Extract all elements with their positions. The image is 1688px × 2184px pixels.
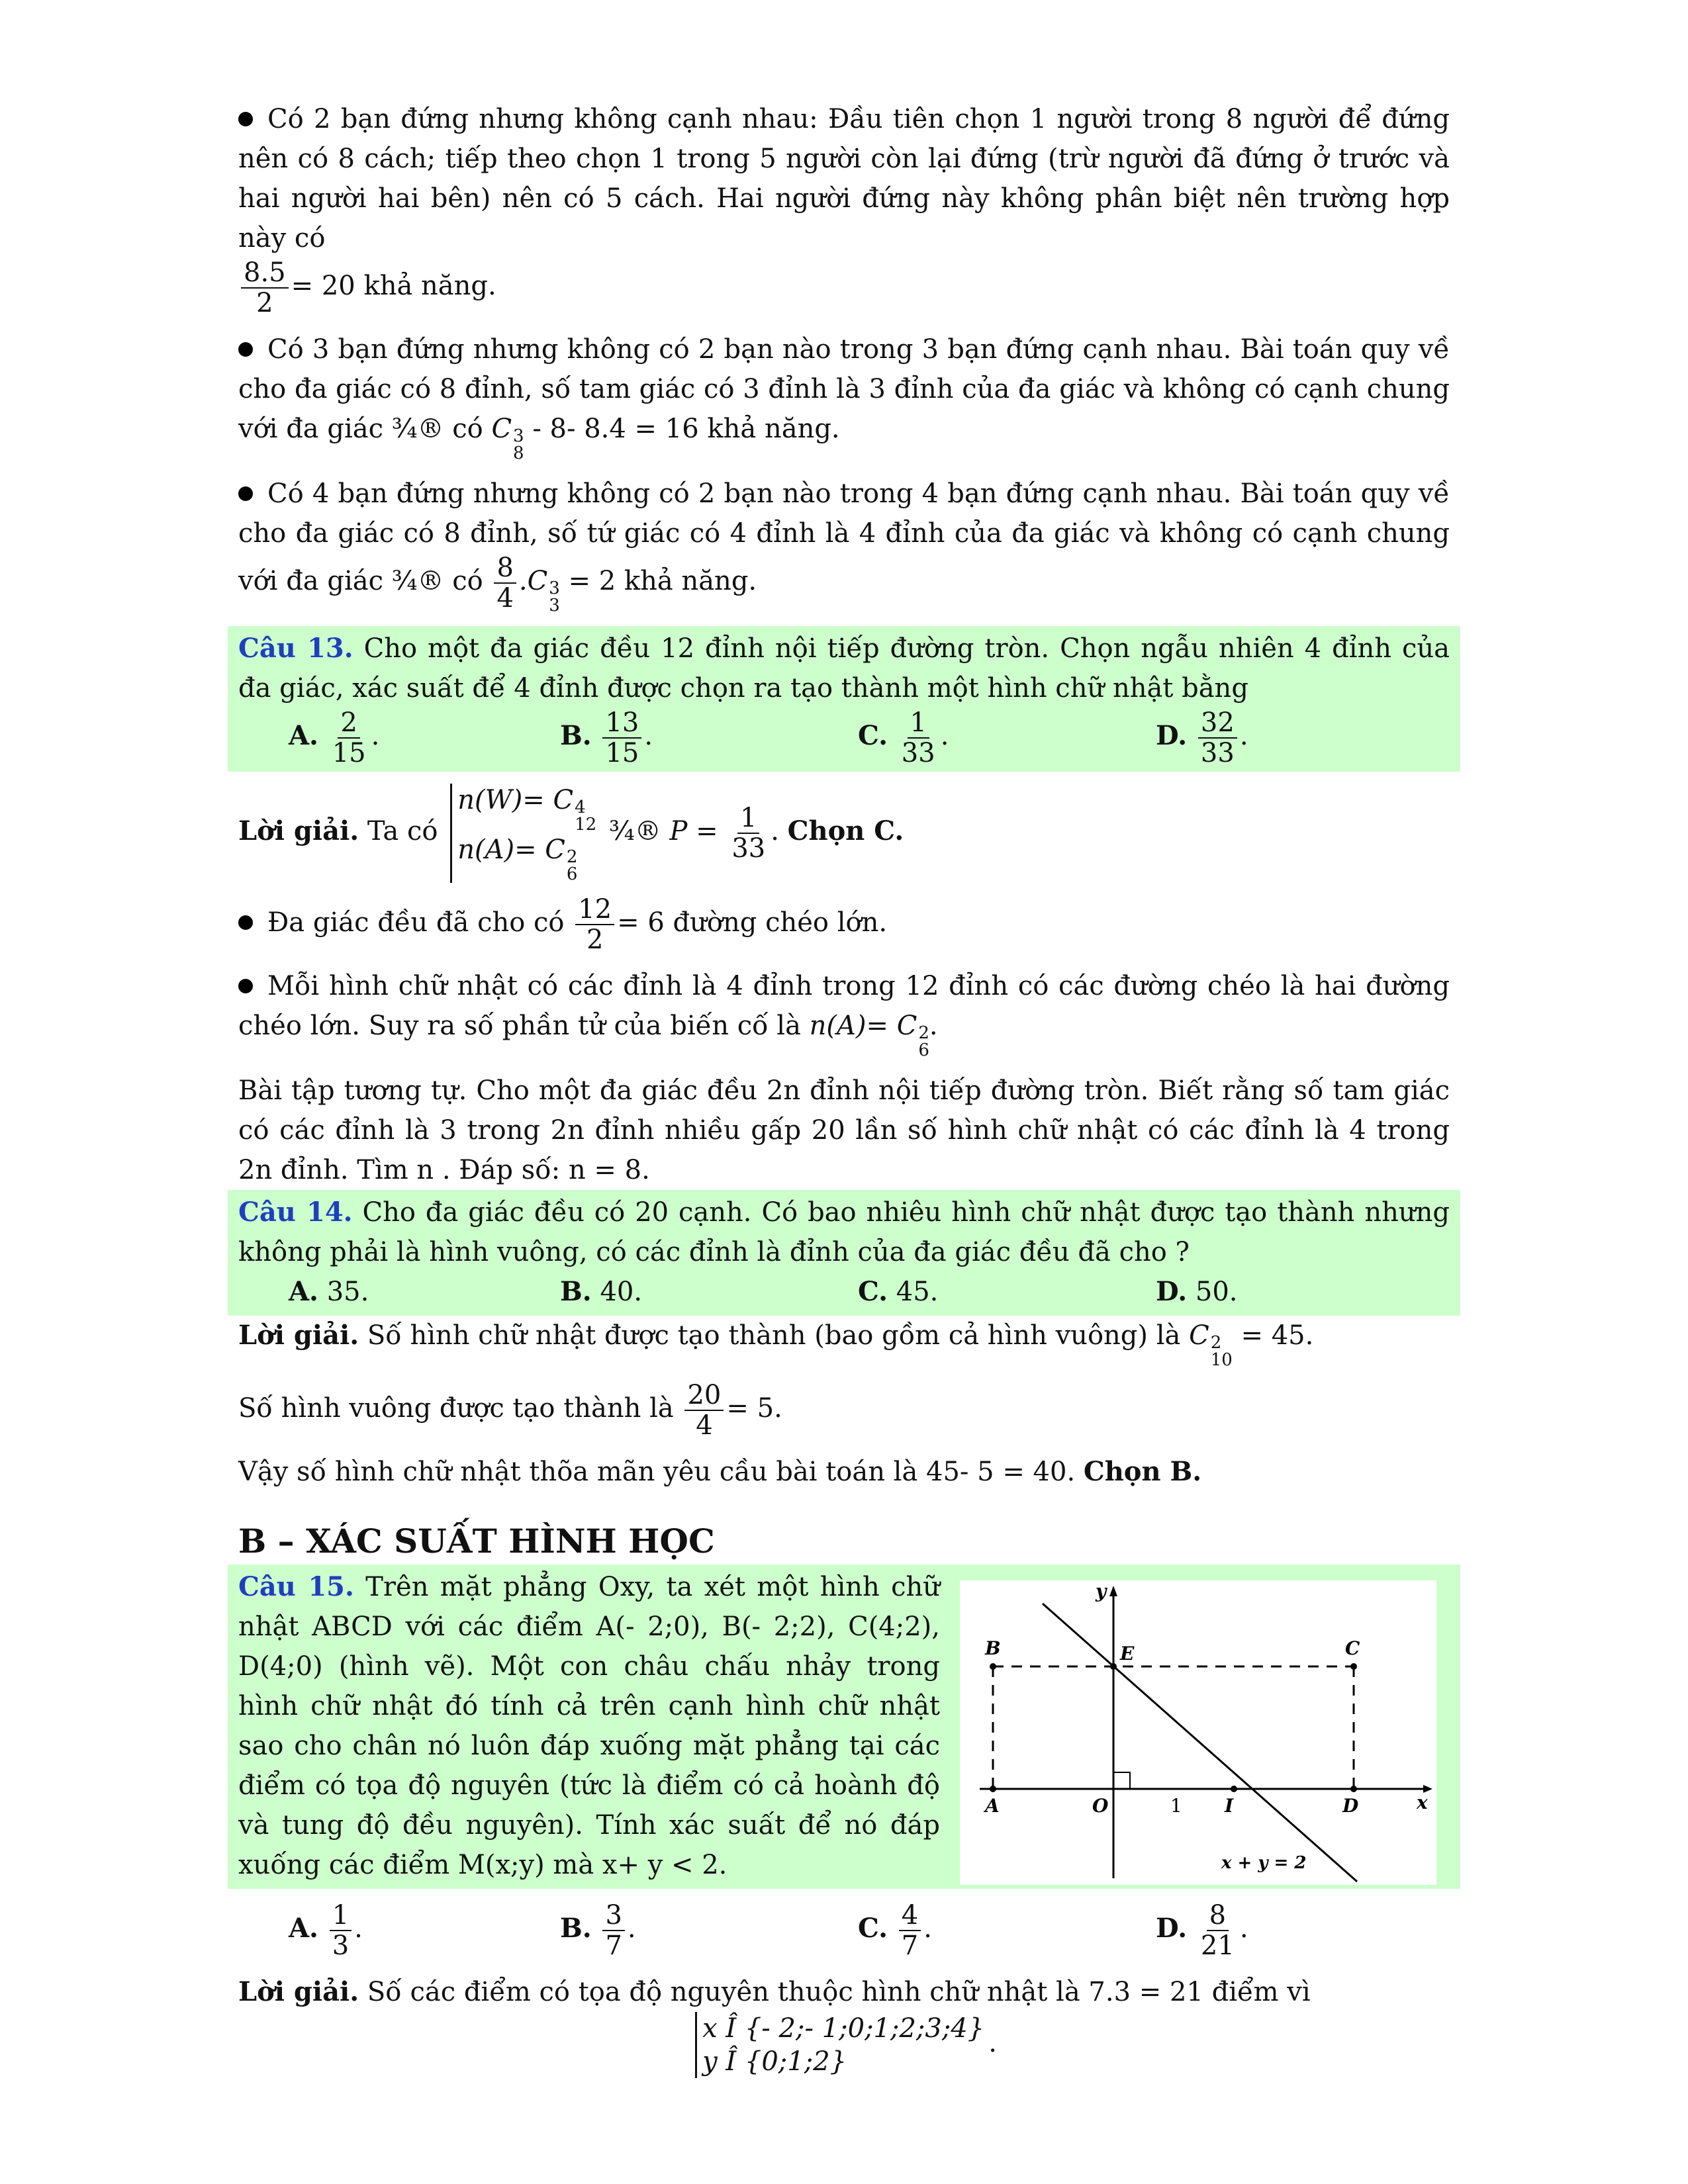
question-label: Câu 14. (238, 1197, 353, 1228)
choice-a: A. $\frac{2}{15}$ . (289, 707, 380, 768)
choice-d: D. $\frac{32}{33}$ . (1156, 707, 1248, 768)
bullet-three-students: Có 3 bạn đứng nhưng không có 2 bạn nào trong 3 bạn đứng cạnh nhau. Bài toán quy về cho đa giác có 8 đỉnh, số tam giác có 3 đỉnh là 3 đỉnh của đa giác và không có cạnh chung với đa giác ¾® có C 3 8 - 8- 8.4 = 16 khả năng. (238, 334, 1450, 463)
point-a (990, 1786, 996, 1792)
choice-c: C. 45. (858, 1276, 939, 1307)
choice-b: B. $\frac{13}{15}$ . (560, 707, 653, 768)
choice-c: C. $\frac{4}{7}$ . (858, 1900, 932, 1961)
question-label: Câu 15. (238, 1571, 354, 1602)
choices (238, 1272, 1450, 1312)
point-b (990, 1663, 996, 1670)
bullet-four-students: Có 4 bạn đứng nhưng không có 2 bạn nào trong 4 bạn đứng cạnh nhau. Bài toán quy về cho đa giác có 8 đỉnh, số tứ giác có 4 đỉnh là 4 đỉnh của đa giác và không có cạnh chung với đa giác ¾® có $\frac{8}{4}$ .C 3 3 = 2 khả năng. (238, 478, 1450, 615)
choice-d: D. 50. (1156, 1276, 1238, 1307)
bullet-icon (238, 342, 253, 357)
fraction: $\frac{8.5}{2}$ (241, 258, 289, 318)
question-15-choices (238, 1901, 1450, 1960)
choices (238, 708, 1450, 768)
label-one: 1 (1170, 1795, 1182, 1817)
choice-c: C. $\frac{1}{33}$ . (858, 707, 949, 768)
choice-a: A. $\frac{1}{3}$ . (289, 1900, 363, 1961)
label-line: x + y = 2 (1221, 1853, 1307, 1873)
point-i (1231, 1786, 1237, 1792)
solution-14-line-2: Số hình vuông được tạo thành là $\frac{20}{4}$ = 5. (238, 1380, 782, 1441)
solution-14: Lời giải. Số hình chữ nhật được tạo thành (bao gồm cả hình vuông) là C 2 10 = 45. (238, 1320, 1314, 1370)
question-15: Câu 15. Trên mặt phẳng Oxy, ta xét một hình chữ nhật ABCD với các điểm A(- 2;0), B(- 2;2), C(4;2), D(4;0) (hình vẽ). Một con châu chấu nhảy trong hình chữ nhật đó tính cả trên cạnh hình chữ nhật sao cho chân nó luôn đáp xuống mặt phẳng tại các điểm có tọa độ nguyên (tức là điểm có cả hoành độ và tung độ đều nguyên). Tính xác suất để nó đáp xuống các điểm M(x;y) mà x+ y < 2. y x B C E A O 1 I D x + y = 2 (228, 1565, 1460, 1889)
similar-exercise: Bài tập tương tự. Cho một đa giác đều 2n đỉnh nội tiếp đường tròn. Biết rằng số tam giác có các đỉnh là 3 trong 2n đỉnh nhiều gấp 20 lần số hình chữ nhật có các đỉnh là 4 trong 2n đỉnh. Tìm n . Đáp số: n = 8. (238, 1075, 1450, 1185)
label-b: B (985, 1637, 1001, 1659)
point-c (1350, 1663, 1357, 1670)
solution-13-bullet-2: Mỗi hình chữ nhật có các đỉnh là 4 đỉnh trong 12 đỉnh có các đường chéo là hai đường chéo lớn. Suy ra số phần tử của biến cố là n(A)= C 2 6 . (238, 971, 1450, 1060)
choice-b: B. 40. (560, 1276, 643, 1307)
solution-15-system: x Î {- 2;- 1;0;1;2;3;4} y Î {0;1;2} . (238, 2012, 1450, 2078)
bullet-icon (238, 915, 253, 930)
label-x: x (1417, 1792, 1428, 1813)
point-e (1110, 1663, 1117, 1670)
solution-15: Lời giải. Số các điểm có tọa độ nguyên thuộc hình chữ nhật là 7.3 = 21 điểm vì (238, 1976, 1311, 2007)
choice-b: B. $\frac{3}{7}$ . (560, 1900, 636, 1961)
label-i: I (1225, 1795, 1234, 1817)
choice-d: D. $\frac{8}{21}$ . (1156, 1900, 1248, 1961)
label-e: E (1120, 1643, 1135, 1664)
bullet-icon (238, 486, 253, 501)
bullet-icon (238, 112, 253, 126)
label-y: y (1096, 1580, 1107, 1602)
choice-a: A. 35. (289, 1276, 369, 1307)
label-d: D (1342, 1795, 1359, 1817)
question-13: Câu 13. Cho một đa giác đều 12 đỉnh nội tiếp đường tròn. Chọn ngẫu nhiên 4 đỉnh của đa giác, xác suất để 4 đỉnh được chọn ra tạo thành một hình chữ nhật bằng A. $\frac{2}{15}$ . B. $\frac{13}{15}$ . C. $\frac{1}{33}$ . D. $\frac{32}{33}$ . (228, 626, 1460, 772)
bullet-icon (238, 979, 253, 993)
bullet-two-students: Có 2 bạn đứng nhưng không cạnh nhau: Đầu tiên chọn 1 người trong 8 người để đứng nên có 8 cách; tiếp theo chọn 1 trong 5 người còn lại đứng (trừ người đã đứng ở trước và hai người hai bên) nên có 5 cách. Hai người đứng này không phân biệt nên trường hợp này có $\frac{8.5}{2}$ = 20 khả năng. (238, 104, 1450, 318)
question-14: Câu 14. Cho đa giác đều có 20 cạnh. Có bao nhiêu hình chữ nhật được tạo thành nhưng không phải là hình vuông, có các đỉnh là đỉnh của đa giác đều đã cho ? A. 35. B. 40. C. 45. D. 50. (228, 1190, 1460, 1316)
question-label: Câu 13. (238, 633, 353, 664)
section-heading: B – XÁC SUẤT HÌNH HỌC (238, 1522, 715, 1561)
solution-13-bullet-1: Đa giác đều đã cho có $\frac{12}{2}$ = 6 đường chéo lớn. (238, 895, 1450, 954)
solution-14-line-3: Vậy số hình chữ nhật thõa mãn yêu cầu bài toán là 45- 5 = 40. Chọn B. (238, 1456, 1202, 1487)
label-a: A (985, 1795, 1000, 1817)
page (238, 99, 1450, 2078)
equation-system: x Î {- 2;- 1;0;1;2;3;4} y Î {0;1;2} (695, 2012, 984, 2078)
point-d (1350, 1786, 1357, 1792)
equation-system: n(W)= C 4 12 n(A)= C 2 6 (450, 784, 596, 883)
label-o: O (1092, 1795, 1109, 1817)
solution-13: Lời giải. Ta có n(W)= C 4 12 n(A)= C 2 6 ¾® P = $\frac{1}{33}$ . Chọn C. (238, 785, 904, 884)
fraction: $\frac{8}{4}$ (494, 553, 516, 613)
label-c: C (1345, 1637, 1360, 1659)
coordinate-figure (960, 1580, 1436, 1885)
